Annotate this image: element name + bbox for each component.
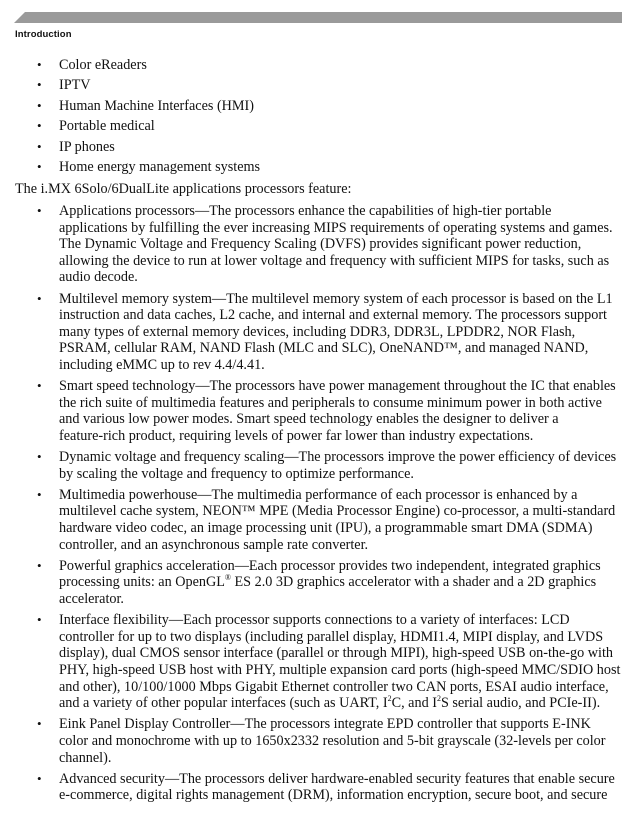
feature-text-line: [59, 574, 626, 591]
feature-text-line: feature-rich product, requiring levels of power far lower than industry expectations.: [59, 427, 534, 444]
text-fragment: ES 2.0 3D graphics accelerator with a shader and a 2D graphics: [234, 574, 597, 591]
applications-list: [0, 55, 260, 177]
bullet-icon: •: [37, 449, 42, 465]
bullet-icon: •: [37, 557, 42, 573]
feature-text-line: Smart speed technology—The processors have power management throughout the IC that enables: [59, 378, 616, 395]
feature-text-line: Applications processors—The processors enhance the capabilities of high-tier portable: [59, 203, 552, 219]
intro-sentence: The i.MX 6Solo/6DualLite applications processors feature:: [15, 181, 352, 197]
feature-text-line: hardware video codec, an image processing unit (IPU), a programmable smart DMA (SDMA): [59, 520, 593, 537]
feature-item-graphics: [0, 558, 640, 608]
feature-item-multilevel-memory: [0, 291, 640, 374]
feature-item-security: [0, 771, 640, 804]
superscript: 2: [387, 694, 392, 704]
list-item: [0, 96, 260, 116]
feature-text-line: the rich suite of multimedia features and peripherals to consume minimum power in both active: [59, 394, 602, 411]
bullet-icon: •: [37, 486, 42, 502]
feature-text-line: Multilevel memory system—The multilevel memory system of each processor is based on the L1: [59, 290, 613, 307]
section-title: Introduction: [15, 29, 72, 40]
list-item-text: Portable medical: [59, 118, 155, 135]
bullet-icon: •: [37, 716, 42, 732]
feature-text-line: controller for up to two displays (including parallel display, HDMI1.4, MIPI display, and LVDS: [59, 628, 604, 645]
feature-text-line: Eink Panel Display Controller—The processors integrate EPD controller that supports E-INK: [59, 716, 591, 733]
feature-text-line: channel).: [59, 749, 112, 766]
feature-item-eink: [0, 716, 640, 766]
feature-text-line: including eMMC up to rev 4.4/4.41.: [59, 356, 265, 373]
feature-item-multimedia: [0, 487, 640, 553]
list-item: [0, 116, 260, 136]
list-item-text: Color eReaders: [59, 57, 147, 73]
feature-item-dvfs: [0, 449, 640, 482]
feature-text-line: audio decode.: [59, 269, 138, 286]
feature-text-line: Dynamic voltage and frequency scaling—The processors improve the power efficiency of devices: [59, 449, 617, 466]
feature-text-line: e-commerce, digital rights management (DRM), information encryption, secure boot, and secure: [59, 787, 608, 804]
list-item-text: IPTV: [59, 77, 91, 94]
header-rule: [14, 12, 622, 23]
feature-text-line: applications by fulfilling the ever increasing MIPS requirements of operating systems and games.: [59, 219, 613, 236]
list-item: [0, 55, 260, 75]
list-item-text: Human Machine Interfaces (HMI): [59, 97, 254, 114]
bullet-icon: •: [37, 57, 42, 72]
feature-text-line: [59, 695, 626, 712]
text-fragment: S serial audio, and PCIe-II).: [440, 695, 601, 712]
feature-text-line: PHY, high-speed USB host with PHY, multiple expansion card ports (high-speed MMC/SDIO host: [59, 662, 621, 678]
list-item: [0, 157, 260, 177]
feature-item-applications-processors: [0, 203, 640, 286]
superscript: 2: [436, 694, 441, 704]
feature-text-line: Interface flexibility—Each processor supports connections to a variety of interfaces: LCD: [59, 612, 570, 629]
feature-text-line: Powerful graphics acceleration—Each processor provides two independent, integrated graphics: [59, 557, 601, 574]
feature-item-interface: [0, 612, 640, 712]
feature-text-line: controller, and an asynchronous sample rate converter.: [59, 536, 369, 553]
text-fragment: processing units: an OpenGL: [59, 574, 225, 591]
bullet-icon: •: [37, 138, 42, 154]
bullet-icon: •: [37, 77, 42, 93]
feature-text-line: PSRAM, cellular RAM, NAND Flash (MLC and SLC), OneNAND™, and managed NAND,: [59, 340, 589, 357]
bullet-icon: •: [37, 612, 42, 628]
bullet-icon: •: [37, 158, 42, 174]
feature-text-line: Multimedia powerhouse—The multimedia performance of each processor is enhanced by a: [59, 486, 578, 503]
feature-text-line: accelerator.: [59, 591, 124, 608]
feature-text-line: allowing the device to run at lower voltage and frequency with sufficient MIPS for tasks, such as: [59, 252, 610, 269]
feature-text-line: instruction and data caches, L2 cache, and internal and external memory. The processors support: [59, 307, 607, 324]
bullet-icon: •: [37, 290, 42, 306]
feature-text-line: multilevel cache system, NEON™ MPE (Media Processor Engine) co-processor, a multi-standard: [59, 503, 616, 520]
bullet-icon: •: [37, 770, 42, 786]
feature-text-line: color and monochrome with up to 1650x2332 resolution and 5-bit grayscale (32-levels per color: [59, 732, 606, 749]
list-item-text: IP phones: [59, 138, 115, 155]
list-item: [0, 137, 260, 157]
bullet-icon: •: [37, 378, 42, 394]
registered-mark: ®: [224, 573, 231, 583]
list-item: [0, 75, 260, 95]
feature-text-line: and various low power modes. Smart speed technology enables the designer to deliver a: [59, 411, 559, 428]
bullet-icon: •: [37, 97, 42, 113]
bullet-icon: •: [37, 203, 42, 218]
feature-text-line: by scaling the voltage and frequency to optimize performance.: [59, 465, 414, 482]
list-item-text: Home energy management systems: [59, 158, 261, 175]
feature-text-line: and other), 10/100/1000 Mbps Gigabit Ethernet controller two CAN ports, ESAI audio interface,: [59, 678, 609, 695]
features-list: [0, 203, 640, 809]
feature-text-line: many types of external memory devices, including DDR3, DDR3L, LPDDR2, NOR Flash,: [59, 323, 576, 340]
text-fragment: and a variety of other popular interfaces (such as UART, I: [59, 695, 388, 712]
feature-text-line: Advanced security—The processors deliver hardware-enabled security features that enable secure: [59, 770, 615, 787]
feature-item-smart-speed: [0, 378, 640, 444]
feature-text-line: display), dual CMOS sensor interface (parallel or through MIPI), high-speed USB on-the-go with: [59, 645, 613, 662]
text-fragment: C, and I: [391, 695, 437, 712]
bullet-icon: •: [37, 118, 42, 134]
feature-text-line: The Dynamic Voltage and Frequency Scaling (DVFS) provides significant power reduction,: [59, 236, 582, 253]
